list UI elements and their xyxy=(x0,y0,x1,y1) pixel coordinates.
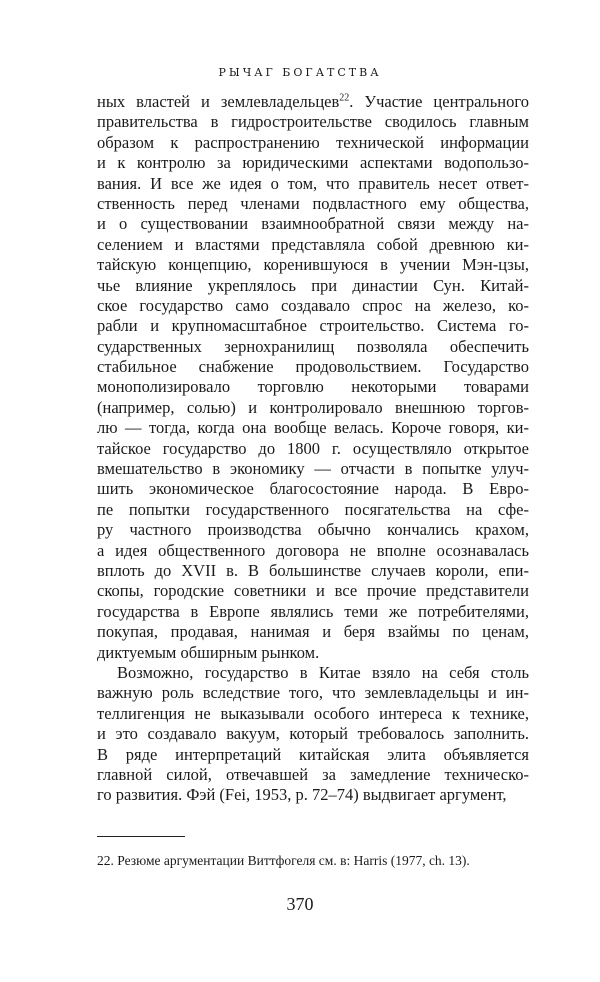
text-line: лю — тогда, когда она вообще велась. Короче говоря, ки- xyxy=(97,418,529,438)
text-line: (например, солью) и контролировало внешнюю торгов- xyxy=(97,397,529,417)
text-span: ных властей и землевладельцев xyxy=(97,92,340,111)
text-span: . Участие центрального xyxy=(349,92,529,111)
text-line: покупая, продавая, нанимая и беря взаймы по ценам, xyxy=(97,622,529,642)
text-line: сударственных зернохранилищ позволяла обеспечить xyxy=(97,336,529,356)
text-line: диктуемым обширным рынком. xyxy=(97,642,320,662)
text-line: ское государство само создавало спрос на железо, ко- xyxy=(97,295,529,315)
body-text xyxy=(97,92,529,806)
text-line: вания. И все же идея о том, что правитель несет ответ- xyxy=(97,173,529,193)
text-line xyxy=(97,92,529,112)
text-line: Возможно, государство в Китае взяло на себя столь xyxy=(117,662,529,682)
text-line: государства в Европе являлись теми же потребителями, xyxy=(97,601,529,621)
page-number: 370 xyxy=(286,894,314,914)
footnote: 22. Резюме аргументации Виттфогеля см. в: Harris (1977, ch. 13). xyxy=(97,853,470,868)
text-line: ственность перед членами подвластного ему общества, xyxy=(97,193,529,213)
text-line: рабли и крупномасштабное строительство. Система го- xyxy=(97,316,529,336)
text-line: В ряде интерпретаций китайская элита объявляется xyxy=(97,744,529,764)
footnote-reference[interactable]: 22 xyxy=(339,92,350,104)
text-line: тайскую концепцию, коренившуюся в учении Мэн-цзы, xyxy=(97,255,529,275)
text-line: а идея общественного договора не вполне осознавалась xyxy=(97,540,529,560)
text-line: чье влияние укреплялось при династии Сун. Китай- xyxy=(97,275,529,295)
text-line: вмешательство в экономику — отчасти в попытке улуч- xyxy=(97,459,529,479)
text-line: пе попытки государственного посягательства на сфе- xyxy=(97,499,529,519)
text-line: вплоть до XVII в. В большинстве случаев короли, епи- xyxy=(97,560,529,580)
running-head: РЫЧАГ БОГАТСТВА xyxy=(218,66,382,79)
text-line: теллигенция не выказывали особого интереса к технике, xyxy=(97,703,529,723)
text-line: и о существовании взаимнообратной связи между на- xyxy=(97,214,529,234)
text-line: и это создавало вакуум, который требовалось заполнить. xyxy=(97,724,529,744)
text-line: ру частного производства обычно кончались крахом, xyxy=(97,520,529,540)
text-line: главной силой, отвечавшей за замедление техническо- xyxy=(97,764,529,784)
text-line: важную роль вследствие того, что землевладельцы и ин- xyxy=(97,683,529,703)
text-line: стабильное снабжение продовольствием. Государство xyxy=(97,357,529,377)
text-line: правительства в гидростроительстве сводилось главным xyxy=(97,112,529,132)
text-line: тайское государство до 1800 г. осуществляло открытое xyxy=(97,438,529,458)
footnote-divider xyxy=(97,836,185,837)
text-line: и к контролю за юридическими аспектами водопользо- xyxy=(97,153,529,173)
text-line: образом к распространению технической информации xyxy=(97,132,529,152)
text-line: селением и властями представляла собой древнюю ки- xyxy=(97,234,529,254)
text-line: монополизировало торговлю некоторыми товарами xyxy=(97,377,529,397)
text-line: го развития. Фэй (Fei, 1953, p. 72–74) выдвигает аргумент, xyxy=(97,785,507,805)
text-line: шить экономическое благосостояние народа. В Евро- xyxy=(97,479,529,499)
text-line: скопы, городские советники и все прочие представители xyxy=(97,581,529,601)
